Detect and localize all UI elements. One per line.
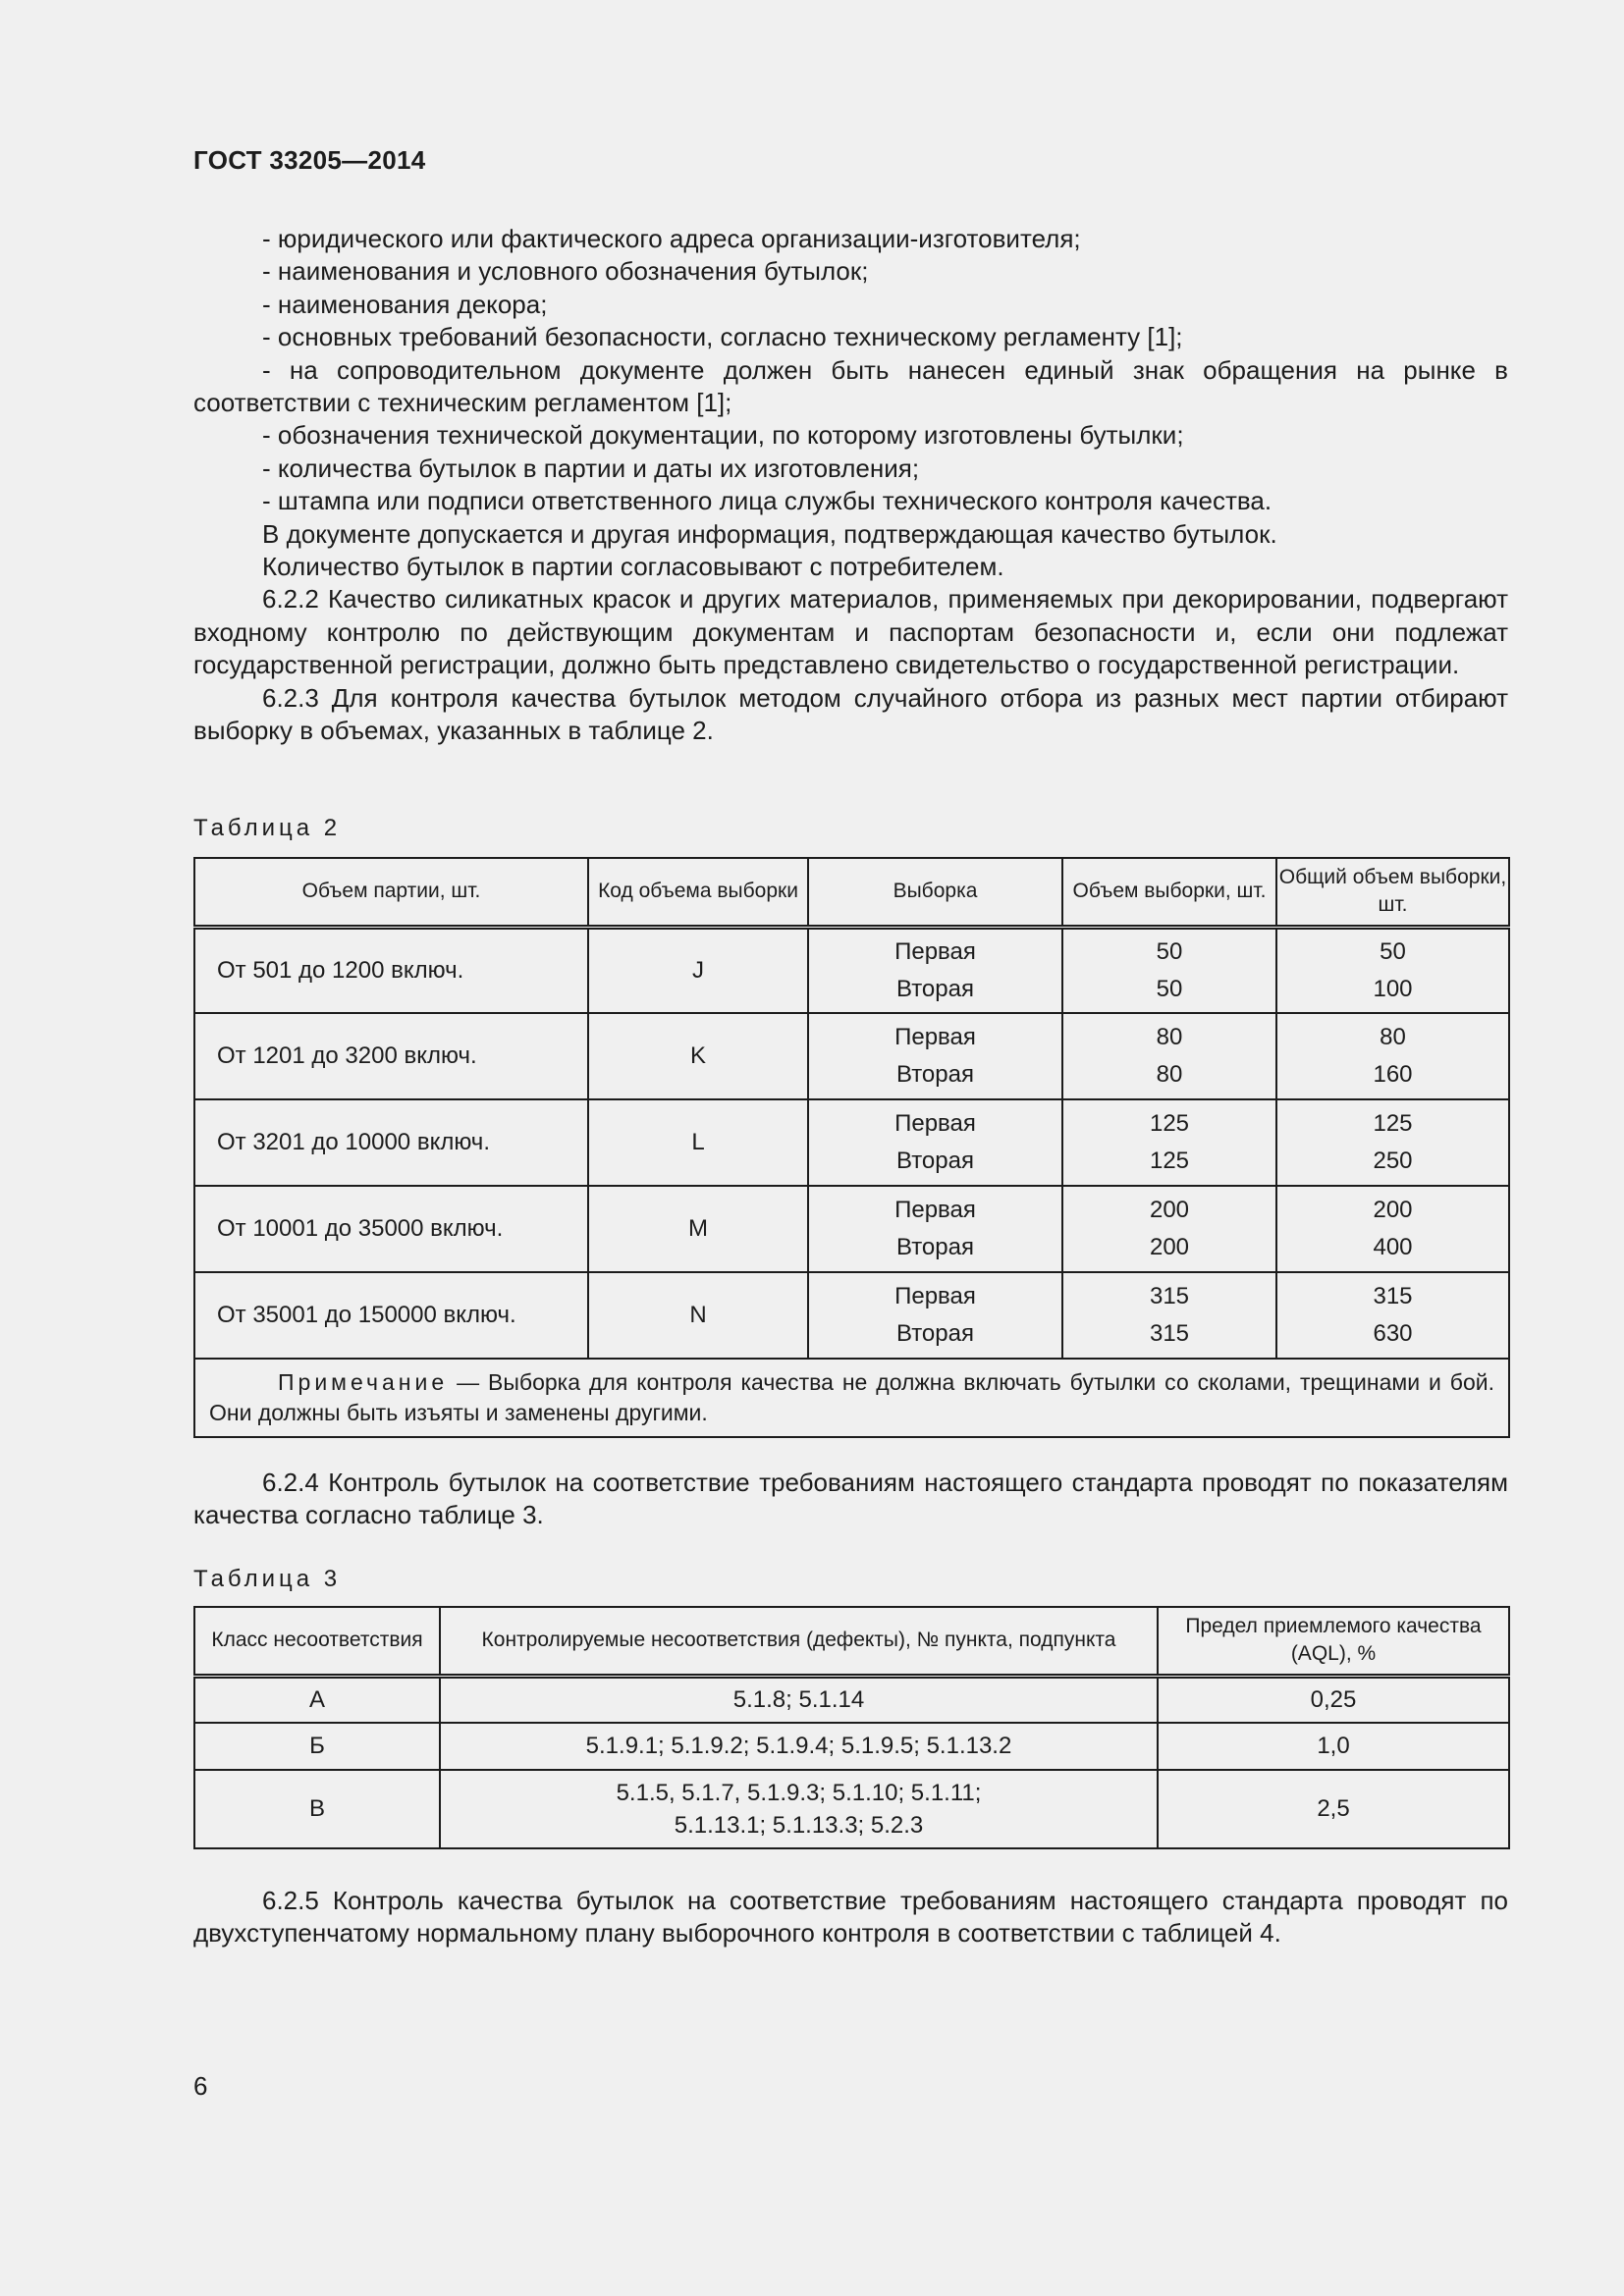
list-item: - юридического или фактического адреса организации-изготовителя;	[262, 224, 1081, 253]
sample-stages	[808, 1272, 1062, 1359]
volume-first: 125	[1149, 1110, 1190, 1137]
sample-volume	[1062, 1186, 1276, 1272]
list-item: - на сопроводительном документе должен быть нанесен единый знак обращения на рынке в соответствии с техническим регламентом [1];	[193, 354, 1508, 418]
sample-stages	[808, 1099, 1062, 1186]
table-row	[194, 1186, 1509, 1272]
stage-second: Вторая	[896, 1148, 974, 1174]
total-first: 50	[1380, 937, 1406, 965]
nonconformity-class: В	[194, 1770, 440, 1848]
table-2	[193, 857, 1510, 1438]
volume-first: 315	[1149, 1283, 1190, 1309]
sample-volume	[1062, 1272, 1276, 1359]
total-second: 250	[1373, 1148, 1413, 1174]
table2-header-lot: Объем партии, шт.	[194, 858, 588, 927]
table-row	[194, 1770, 1509, 1848]
volume-second: 50	[1156, 975, 1183, 1002]
total-volume	[1276, 927, 1509, 1013]
table2-header-volume: Объем выборки, шт.	[1062, 858, 1276, 927]
table2-caption: Таблица 2	[193, 815, 342, 841]
table-row	[194, 1013, 1509, 1099]
volume-second: 315	[1149, 1320, 1190, 1347]
sample-stages	[808, 927, 1062, 1013]
total-volume	[1276, 1272, 1509, 1359]
paragraph-6-2-5: 6.2.5 Контроль качества бутылок на соответствие требованиям настоящего стандарта проводят по двухступенчатому нормальному плану выборочного контроля в соответствии с таблицей 4.	[193, 1886, 1508, 1949]
sample-code: M	[588, 1186, 808, 1272]
sample-code: K	[588, 1013, 808, 1099]
total-volume	[1276, 1099, 1509, 1186]
table3-caption: Таблица 3	[193, 1566, 342, 1592]
defect-clauses: 5.1.9.1; 5.1.9.2; 5.1.9.4; 5.1.9.5; 5.1.13.2	[440, 1723, 1158, 1770]
sample-volume	[1062, 1099, 1276, 1186]
stage-second: Вторая	[896, 1320, 974, 1347]
total-second: 630	[1373, 1320, 1413, 1347]
defect-clauses: 5.1.5, 5.1.7, 5.1.9.3; 5.1.10; 5.1.11; 5.1.13.1; 5.1.13.3; 5.2.3	[440, 1770, 1158, 1848]
aql-value: 2,5	[1158, 1770, 1509, 1848]
lot-size: От 35001 до 150000 включ.	[194, 1272, 588, 1359]
stage-first: Первая	[894, 1110, 976, 1137]
volume-second: 200	[1149, 1234, 1190, 1260]
total-second: 400	[1373, 1234, 1413, 1260]
stage-first: Первая	[894, 1197, 976, 1223]
sample-volume	[1062, 1013, 1276, 1099]
aql-value: 0,25	[1158, 1676, 1509, 1723]
aql-value: 1,0	[1158, 1723, 1509, 1770]
defect-clauses: 5.1.8; 5.1.14	[440, 1676, 1158, 1723]
paragraph-6-2-3: 6.2.3 Для контроля качества бутылок методом случайного отбора из разных мест партии отбирают выборку в объемах, указанных в таблице 2.	[193, 682, 1508, 746]
list-item: - наименования декора;	[262, 289, 548, 319]
note-label: Примечание	[278, 1369, 449, 1395]
total-second: 160	[1373, 1061, 1413, 1088]
total-first: 80	[1380, 1024, 1406, 1050]
sample-code: N	[588, 1272, 808, 1359]
note-text: — Выборка для контроля качества не должна включать бутылки со сколами, трещинами и бой. Они должны быть изъяты и заменены другими.	[209, 1369, 1494, 1425]
stage-second: Вторая	[896, 1061, 974, 1088]
total-volume	[1276, 1013, 1509, 1099]
total-second: 100	[1373, 975, 1413, 1002]
document-header: ГОСТ 33205—2014	[193, 145, 426, 175]
stage-second: Вторая	[896, 1234, 974, 1260]
sample-code: L	[588, 1099, 808, 1186]
table2-note	[194, 1359, 1509, 1437]
sample-stages	[808, 1013, 1062, 1099]
list-item: - обозначения технической документации, по которому изготовлены бутылки;	[262, 420, 1184, 451]
table3-header-class: Класс несоответствия	[194, 1607, 440, 1676]
volume-first: 200	[1149, 1197, 1190, 1223]
volume-first: 50	[1156, 937, 1183, 965]
sample-code: J	[588, 927, 808, 1013]
table3-header-aql: Предел приемлемого качества (AQL), %	[1158, 1607, 1509, 1676]
volume-first: 80	[1156, 1024, 1183, 1050]
page-number: 6	[193, 2071, 208, 2101]
nonconformity-class: Б	[194, 1723, 440, 1770]
table-row	[194, 1099, 1509, 1186]
table-row	[194, 1272, 1509, 1359]
table2-header-code: Код объема выборки	[588, 858, 808, 927]
lot-size: От 3201 до 10000 включ.	[194, 1099, 588, 1186]
stage-first: Первая	[894, 937, 976, 965]
nonconformity-class: А	[194, 1676, 440, 1723]
list-item: - основных требований безопасности, согласно техническому регламенту [1];	[262, 322, 1183, 352]
volume-second: 125	[1149, 1148, 1190, 1174]
list-item: - наименования и условного обозначения бутылок;	[262, 256, 869, 287]
total-volume	[1276, 1186, 1509, 1272]
table-note-row	[194, 1359, 1509, 1437]
volume-second: 80	[1156, 1061, 1183, 1088]
body-text	[193, 223, 1508, 748]
paragraph-quantity: Количество бутылок в партии согласовывают с потребителем.	[262, 552, 1004, 582]
lot-size: От 501 до 1200 включ.	[194, 927, 588, 1013]
list-item: - количества бутылок в партии и даты их изготовления;	[262, 453, 920, 483]
stage-second: Вторая	[896, 975, 974, 1002]
stage-first: Первая	[894, 1283, 976, 1309]
paragraph-info: В документе допускается и другая информация, подтверждающая качество бутылок.	[262, 518, 1277, 549]
table2-header-total: Общий объем выборки, шт.	[1276, 858, 1509, 927]
paragraph-6-2-4: 6.2.4 Контроль бутылок на соответствие требованиям настоящего стандарта проводят по показателям качества согласно таблице 3.	[193, 1468, 1508, 1530]
sample-stages	[808, 1186, 1062, 1272]
stage-first: Первая	[894, 1024, 976, 1050]
table3-header-defects: Контролируемые несоответствия (дефекты), № пункта, подпункта	[440, 1607, 1158, 1676]
paragraph-6-2-2: 6.2.2 Качество силикатных красок и других материалов, применяемых при декорировании, подвергают входному контролю по действующим документам и паспортам безопасности и, если они подлежат государственной регистрации, должно быть представлено свидетельство о государственной регистрации.	[193, 584, 1508, 680]
total-first: 125	[1373, 1110, 1413, 1137]
lot-size: От 10001 до 35000 включ.	[194, 1186, 588, 1272]
list-item: - штампа или подписи ответственного лица службы технического контроля качества.	[262, 486, 1272, 516]
table-row	[194, 1676, 1509, 1723]
lot-size: От 1201 до 3200 включ.	[194, 1013, 588, 1099]
table-row	[194, 1723, 1509, 1770]
total-first: 315	[1373, 1283, 1413, 1309]
table-row	[194, 927, 1509, 1013]
sample-volume	[1062, 927, 1276, 1013]
table2-header-sample: Выборка	[808, 858, 1062, 927]
table-3	[193, 1606, 1510, 1849]
total-first: 200	[1373, 1197, 1413, 1223]
